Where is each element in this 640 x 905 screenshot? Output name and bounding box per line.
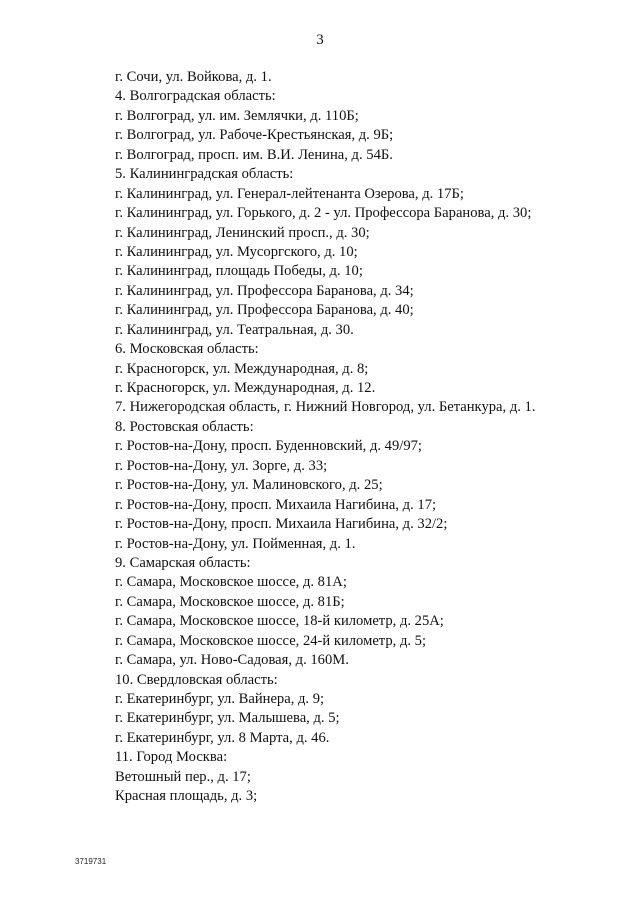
- list-line: г. Калининград, ул. Профессора Баранова, д. 40;: [115, 302, 414, 319]
- list-line: г. Калининград, ул. Профессора Баранова, д. 34;: [115, 282, 414, 299]
- list-line: г. Калининград, Ленинский просп., д. 30;: [115, 224, 370, 241]
- list-line: г. Красногорск, ул. Международная, д. 8;: [115, 360, 369, 377]
- list-line: г. Волгоград, ул. Рабоче-Крестьянская, д. 9Б;: [115, 127, 394, 144]
- list-line: г. Ростов-на-Дону, ул. Малиновского, д. 25;: [115, 477, 383, 494]
- list-line: г. Калининград, ул. Генерал-лейтенанта Озерова, д. 17Б;: [115, 185, 464, 202]
- list-line: г. Ростов-на-Дону, просп. Михаила Нагибина, д. 32/2;: [115, 516, 448, 533]
- address-list: [115, 68, 630, 807]
- list-line: г. Волгоград, просп. им. В.И. Ленина, д. 54Б.: [115, 146, 393, 163]
- list-line: г. Калининград, площадь Победы, д. 10;: [115, 263, 363, 280]
- page-number: 3: [316, 32, 324, 48]
- list-line: г. Екатеринбург, ул. Малышева, д. 5;: [115, 710, 340, 727]
- list-line: г. Калининград, ул. Горького, д. 2 - ул. Профессора Баранова, д. 30;: [115, 205, 532, 222]
- list-heading: 10. Свердловская область:: [115, 671, 278, 688]
- list-line: г. Волгоград, ул. им. Землячки, д. 110Б;: [115, 107, 359, 124]
- list-heading: 5. Калининградская область:: [115, 166, 294, 183]
- document-id: 3719731: [75, 857, 107, 866]
- list-line: г. Самара, Московское шоссе, д. 81Б;: [115, 593, 345, 610]
- list-line: г. Калининград, ул. Театральная, д. 30.: [115, 321, 354, 338]
- list-line: Красная площадь, д. 3;: [115, 788, 258, 805]
- list-heading: 7. Нижегородская область, г. Нижний Новгород, ул. Бетанкура, д. 1.: [115, 399, 536, 416]
- list-line: Ветошный пер., д. 17;: [115, 768, 251, 785]
- list-heading: 8. Ростовская область:: [115, 418, 254, 435]
- list-line: г. Самара, Московское шоссе, д. 81А;: [115, 574, 347, 591]
- list-line: г. Ростов-на-Дону, просп. Михаила Нагибина, д. 17;: [115, 496, 437, 513]
- list-line: г. Сочи, ул. Войкова, д. 1.: [115, 69, 272, 85]
- list-line: г. Екатеринбург, ул. Вайнера, д. 9;: [115, 691, 325, 707]
- list-heading: 4. Волгоградская область:: [115, 88, 276, 105]
- list-line: г. Ростов-на-Дону, просп. Буденновский, д. 49/97;: [115, 438, 422, 455]
- list-line: г. Калининград, ул. Мусоргского, д. 10;: [115, 243, 358, 260]
- list-line: г. Ростов-на-Дону, ул. Зорге, д. 33;: [115, 457, 328, 474]
- list-line: г. Самара, Московское шоссе, 18-й километр, д. 25А;: [115, 613, 444, 630]
- list-line: г. Самара, Московское шоссе, 24-й километр, д. 5;: [115, 632, 427, 649]
- list-line: г. Екатеринбург, ул. 8 Марта, д. 46.: [115, 729, 330, 746]
- list-heading: 6. Московская область:: [115, 341, 259, 358]
- list-heading: 11. Город Москва:: [115, 749, 228, 766]
- list-line: г. Ростов-на-Дону, ул. Пойменная, д. 1.: [115, 535, 356, 552]
- list-line: г. Красногорск, ул. Международная, д. 12.: [115, 380, 376, 396]
- list-heading: 9. Самарская область:: [115, 554, 251, 571]
- list-line: г. Самара, ул. Ново-Садовая, д. 160М.: [115, 652, 349, 669]
